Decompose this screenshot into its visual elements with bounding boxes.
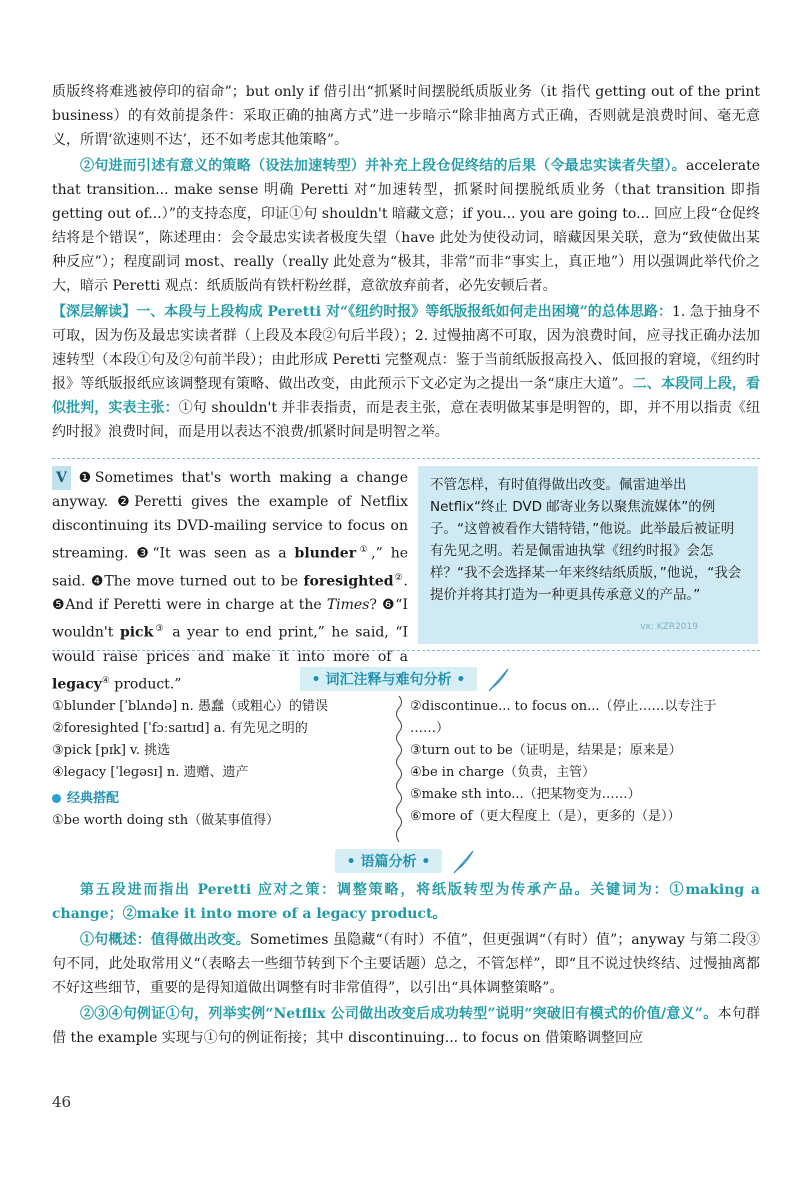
discourse-point-1-title: ①句概述：值得做出改变。	[80, 932, 250, 948]
translation-box	[418, 466, 758, 644]
deep-reading-point-2: 二、本段同上段，看似批判，实表主张：	[52, 376, 761, 416]
paragraph-1	[52, 80, 760, 152]
paragraph-1-text: 质版终将难逃被停印的宿命”；but only if 借引出“抓紧时间摆脱纸质版业务（it 指代 getting out of the print business）的有效前提条件：采取正确的抽离方式”进一步暗示“除非抽离方式正确，否则就是浪费时间、毫无意义，所谓‘欲速则不达’，还不如考虑其他策略”。	[52, 84, 760, 148]
phrase-item: ④be in charge（负责，主管）	[410, 765, 596, 780]
quill-icon	[486, 666, 512, 692]
discourse-summary: 第五段进而指出 Peretti 应对之策：调整策略，将纸版转型为传承产品。关键词为：①making a change；②make it into more of a legacy product。	[52, 882, 760, 922]
discourse-section-title: • 语篇分析 •	[335, 849, 443, 873]
vocab-item: ①blunder [ˈblʌndə] n. 愚蠢（或粗心）的错误	[52, 699, 328, 714]
discourse-point-1	[52, 928, 760, 1000]
page-content	[52, 80, 760, 1052]
quill-icon	[451, 848, 477, 874]
phrase-item: ②discontinue... to focus on...（停止……以专注于	[410, 699, 717, 714]
sentence-6-end: product.”	[109, 676, 182, 693]
page-number: 46	[52, 1093, 72, 1111]
sentence-3-end: ,” he said.	[52, 545, 409, 590]
sentence-4-start: ❹The move turned out to be	[90, 573, 304, 590]
vocab-item: ④legacy [ˈleɡəsɪ] n. 遗赠、遗产	[52, 765, 249, 780]
vocab-item: ②foresighted [ˈfɔːsaɪtɪd] a. 有先见之明的	[52, 721, 308, 736]
watermark: vx: KZR2019	[640, 622, 698, 632]
divider-top	[52, 458, 760, 459]
phrase-item: ⑤make sth into...（把某物变为……）	[410, 787, 641, 802]
collocation-title: 经典搭配	[67, 791, 120, 806]
word-times: Times	[326, 597, 370, 614]
discourse-point-2-text: 本句群借 the example 实现与①句的例证衔接；其中 discontinuing... to focus on 借策略调整回应	[52, 1006, 760, 1046]
paragraph-2-text: accelerate that transition... make sense 明确 Peretti 对“加速转型，抓紧时间摆脱纸质业务（that transition 即指 getting out of...）”的支持态度，印证①句 shouldn't 暗藏文意；if you... you are going to... 回应上段“仓促终结将是个错误”，陈述理由：会令最忠实读者极度失望（have 此处为使役动词，暗藏因果关联，意为“致使做出某种反应”）；程度副词 most、really（really 此处意为“极其，非常”而非“事实上，真正地”）用以强调此举代价之大，暗示 Peretti 观点：纸质版尚有铁杆粉丝群，意欲放弃前者，必先安顿后者。	[52, 158, 760, 294]
vocab-section-title: • 词汇注释与难句分析 •	[300, 667, 478, 691]
phrase-item: ……）	[410, 721, 450, 736]
sentence-5-start: ❺And if Peretti were in charge at the	[52, 597, 327, 614]
sentence-6-start: ❻“I wouldn't	[52, 597, 408, 641]
sentence-6-middle: a year to end print,” he said, “I would raise prices and make it into more of a	[52, 624, 409, 665]
wavy-divider	[392, 696, 406, 842]
paragraph-2	[52, 154, 760, 298]
paragraph-number-badge: V	[52, 466, 71, 490]
deep-reading-text-1: 1. 急于抽身不可取，因为伤及最忠实读者群（上段及本段②句后半段）；2. 过慢抽离不可取，因为浪费时间，应寻找正确办法加速转型（本段①句及②句前半段）；由此形成 Peretti 完整观点：鉴于当前纸版报高投入、低回报的窘境，《纽约时报》等纸版报纸应该调整现有策略、做出改变，由此预示下文必定为之提出一条“康庄大道”。	[52, 304, 760, 392]
divider-bottom	[52, 650, 760, 651]
note-2: ②	[393, 572, 404, 583]
sentence-2: ❷Peretti gives the example of Netflix discontinuing its DVD-mailing service to focus on streaming.	[52, 494, 409, 562]
discourse-point-1-text: Sometimes 虽隐藏“（有时）不值”，但更强调“（有时）值”；anyway 与第二段③句不同，此处取常用义“（表略去一些细节转到下个主要话题）总之，不管怎样”，即“且不说过快终结、过慢抽离都不好这些细节，重要的是得知道做出调整有时非常值得”，以引出“具体调整策略”。	[52, 932, 761, 996]
discourse-point-2	[52, 1002, 760, 1050]
note-3: ③	[153, 624, 166, 635]
english-passage	[52, 466, 408, 697]
sentence-5-end: ?	[369, 597, 377, 614]
vocab-right-column	[410, 696, 760, 828]
bullet-dot-icon	[52, 794, 61, 803]
discourse-point-2-title: ②③④句例证①句，列举实例“Netflix 公司做出改变后成功转型”说明“突破旧有模式的价值/意义”。	[80, 1006, 718, 1022]
phrase-item: ⑥more of（更大程度上（是），更多的（是））	[410, 809, 681, 824]
sentence-1: ❶Sometimes that's worth making a change anyway.	[52, 470, 408, 510]
word-blunder: blunder	[294, 545, 357, 562]
phrase-item: ③turn out to be（证明是，结果是；原来是）	[410, 743, 682, 758]
note-4: ④	[101, 675, 110, 686]
collocation-heading	[52, 788, 392, 810]
paragraph-2-highlight: ②句进而引述有意义的策略（设法加速转型）并补充上段仓促终结的后果（令最忠实读者失望）。	[80, 158, 686, 174]
deep-reading	[52, 300, 760, 444]
word-foresighted: foresighted	[303, 573, 394, 590]
note-1: ①	[356, 545, 372, 555]
collocation-item: ①be worth doing sth（做某事值得）	[52, 813, 280, 828]
vocab-notes	[52, 696, 760, 842]
vocab-left-column	[52, 696, 392, 832]
deep-reading-title: 【深层解读】一、本段与上段构成 Peretti 对“《纽约时报》等纸版报纸如何走出困境”的总体思路：	[52, 304, 672, 320]
vocab-item: ③pick [pɪk] v. 挑选	[52, 743, 171, 758]
translation-text: 不管怎样，有时值得做出改变。佩雷迪举出 Netflix“终止 DVD 邮寄业务以聚焦流媒体”的例子。“这曾被看作大错特错，”他说。此举最后被证明有先见之明。若是佩雷迪执掌《纽约时报》会怎样？“我不会选择某一年来终结纸质版，”他说，“我会提价并将其打造为一种更具传承意义的产品。”	[430, 477, 742, 603]
sentence-4-end: .	[403, 573, 408, 590]
word-pick: pick	[119, 624, 154, 641]
vocab-section-header	[52, 666, 760, 690]
word-legacy: legacy	[52, 676, 102, 693]
deep-reading-text-2: ①句 shouldn't 并非表指责，而是表主张，意在表明做某事是明智的，即，并不用以指责《纽约时报》浪费时间，而是用以表达不浪费/抓紧时间是明智之举。	[52, 400, 760, 440]
discourse-section-header	[52, 848, 760, 872]
sentence-3-start: ❸“It was seen as a	[136, 545, 295, 562]
